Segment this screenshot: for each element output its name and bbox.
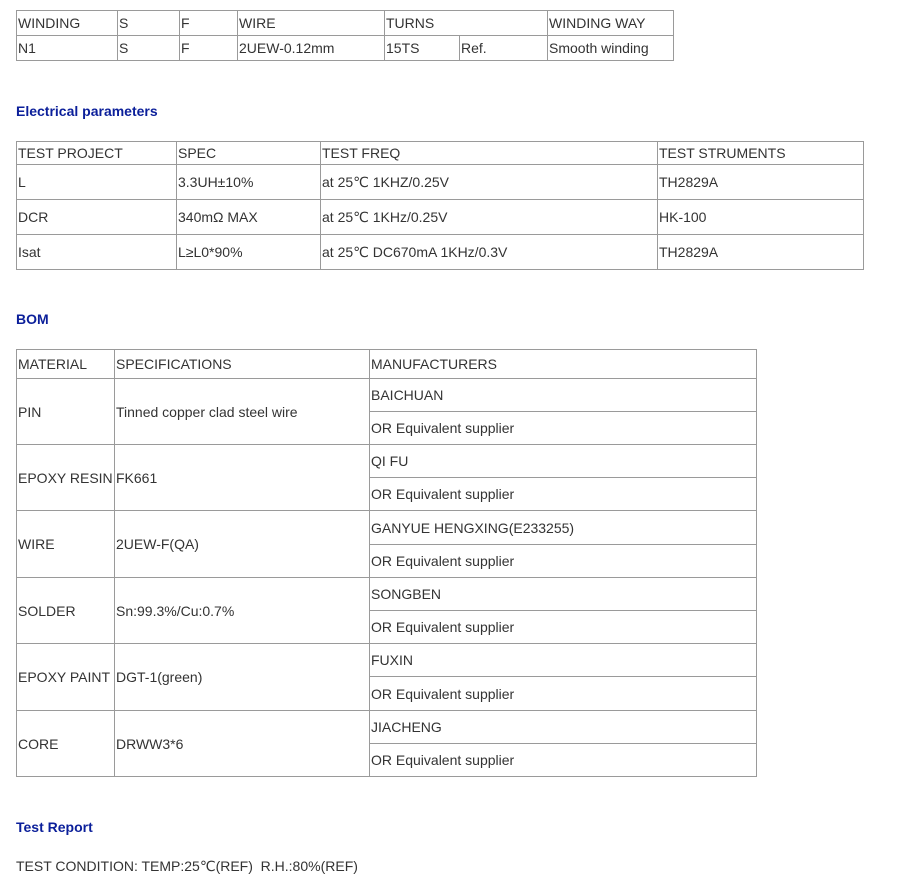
electrical-cell: Isat [17,235,177,270]
winding-header-cell: TURNS [385,11,548,36]
electrical-cell: at 25℃ 1KHz/0.25V [321,200,658,235]
winding-cell: Smooth winding [548,36,674,61]
bom-material-cell: SOLDER [17,578,115,644]
bom-spec-cell: DGT-1(green) [115,644,370,711]
electrical-header-cell: SPEC [177,142,321,165]
bom-material-cell: EPOXY PAINT [17,644,115,711]
bom-row [17,379,757,412]
electrical-header-cell: TEST PROJECT [17,142,177,165]
winding-header-cell: WINDING WAY [548,11,674,36]
bom-manufacturer-cell: SONGBEN [370,578,757,611]
electrical-row [17,235,864,270]
winding-cell: 2UEW-0.12mm [238,36,385,61]
winding-cell: F [180,36,238,61]
bom-header-row [17,350,757,379]
electrical-parameters-heading: Electrical parameters [16,103,158,119]
electrical-cell: at 25℃ DC670mA 1KHz/0.3V [321,235,658,270]
bom-spec-cell: Tinned copper clad steel wire [115,379,370,445]
bom-material-cell: WIRE [17,511,115,578]
bom-spec-cell: 2UEW-F(QA) [115,511,370,578]
bom-manufacturer-cell: OR Equivalent supplier [370,611,757,644]
bom-spec-cell: FK661 [115,445,370,511]
electrical-cell: at 25℃ 1KHZ/0.25V [321,165,658,200]
winding-row [17,36,674,61]
bom-table [16,349,757,777]
bom-material-cell: CORE [17,711,115,777]
bom-spec-cell: Sn:99.3%/Cu:0.7% [115,578,370,644]
bom-header-cell: MATERIAL [17,350,115,379]
bom-manufacturer-cell: FUXIN [370,644,757,677]
electrical-cell: 340mΩ MAX [177,200,321,235]
bom-manufacturer-cell: OR Equivalent supplier [370,744,757,777]
test-condition-text: TEST CONDITION: TEMP:25℃(REF) R.H.:80%(REF) [16,858,358,874]
electrical-cell: L [17,165,177,200]
bom-manufacturer-cell: OR Equivalent supplier [370,677,757,711]
winding-table [16,10,674,61]
bom-manufacturer-cell: QI FU [370,445,757,478]
test-report-heading: Test Report [16,819,93,835]
electrical-cell: HK-100 [658,200,864,235]
bom-material-cell: PIN [17,379,115,445]
bom-manufacturer-cell: OR Equivalent supplier [370,412,757,445]
winding-header-row [17,11,674,36]
electrical-cell: 3.3UH±10% [177,165,321,200]
electrical-header-row [17,142,864,165]
bom-manufacturer-cell: GANYUE HENGXING(E233255) [370,511,757,545]
bom-row [17,511,757,545]
winding-header-cell: WIRE [238,11,385,36]
electrical-cell: DCR [17,200,177,235]
bom-row [17,644,757,677]
electrical-row [17,165,864,200]
bom-manufacturer-cell: OR Equivalent supplier [370,478,757,511]
electrical-parameters-table [16,141,864,270]
winding-cell: 15TS [385,36,460,61]
electrical-cell: L≥L0*90% [177,235,321,270]
winding-header-cell: F [180,11,238,36]
electrical-header-cell: TEST FREQ [321,142,658,165]
bom-manufacturer-cell: BAICHUAN [370,379,757,412]
bom-material-cell: EPOXY RESIN [17,445,115,511]
bom-header-cell: MANUFACTURERS [370,350,757,379]
electrical-cell: TH2829A [658,165,864,200]
bom-spec-cell: DRWW3*6 [115,711,370,777]
electrical-row [17,200,864,235]
winding-cell: Ref. [460,36,548,61]
winding-cell: N1 [17,36,118,61]
electrical-cell: TH2829A [658,235,864,270]
electrical-header-cell: TEST STRUMENTS [658,142,864,165]
bom-row [17,578,757,611]
winding-header-cell: WINDING [17,11,118,36]
bom-heading: BOM [16,311,49,327]
bom-header-cell: SPECIFICATIONS [115,350,370,379]
bom-manufacturer-cell: JIACHENG [370,711,757,744]
winding-cell: S [118,36,180,61]
bom-row [17,711,757,744]
bom-manufacturer-cell: OR Equivalent supplier [370,545,757,578]
winding-header-cell: S [118,11,180,36]
bom-row [17,445,757,478]
